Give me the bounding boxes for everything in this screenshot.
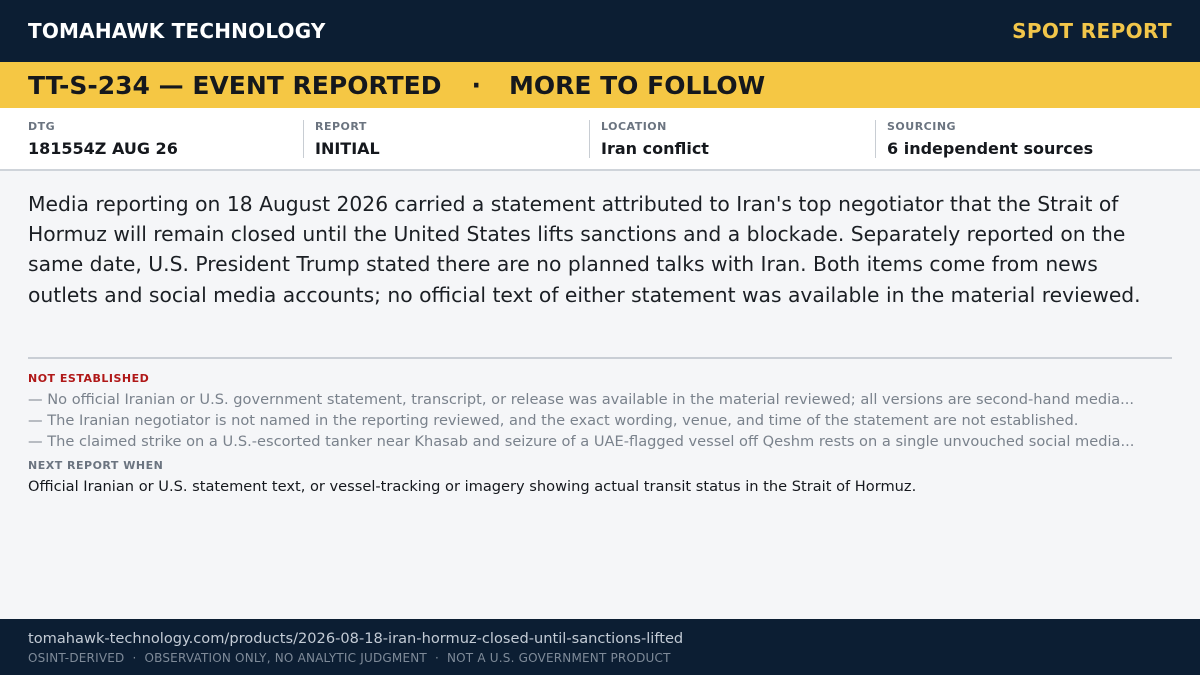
not-established-item: — No official Iranian or U.S. government statement, transcript, or release was available in the material reviewed; all versions are second-hand media... [28,391,1135,408]
meta-label: SOURCING [887,120,957,133]
not-established-heading: NOT ESTABLISHED [28,372,150,385]
not-established-item: — The Iranian negotiator is not named in the reporting reviewed, and the exact wording, venue, and time of the statement are not established. [28,412,1079,429]
brand-name: TOMAHAWK TECHNOLOGY [28,19,326,43]
headline-banner [0,62,1200,108]
top-header-bar [0,0,1200,62]
footer-bar [0,619,1200,675]
next-report-text: Official Iranian or U.S. statement text, or vessel-tracking or imagery showing actual transit status in the Strait of Hormuz. [28,478,917,495]
section-divider [28,357,1172,359]
meta-label: DTG [28,120,56,133]
disclaimer-separator: · [434,651,439,665]
headline-separator: · [471,70,481,100]
meta-value: 181554Z AUG 26 [28,139,178,158]
report-id-status: TT-S-234 — EVENT REPORTED [28,70,442,100]
meta-value: INITIAL [315,139,380,158]
not-established-item: — The claimed strike on a U.S.-escorted tanker near Khasab and seizure of a UAE-flagged vessel off Qeshm rests on a single unvouched social media... [28,433,1135,450]
disclaimer-observation: OBSERVATION ONLY, NO ANALYTIC JUDGMENT [144,651,427,665]
meta-label: LOCATION [601,120,667,133]
meta-dtg [28,120,303,158]
disclaimer-osint: OSINT-DERIVED [28,651,125,665]
next-report-heading: NEXT REPORT WHEN [28,459,164,472]
meta-sourcing [875,120,1161,158]
footer-url: tomahawk-technology.com/products/2026-08-18-iran-hormuz-closed-until-sanctions-lifted [28,630,684,647]
meta-location [589,120,875,158]
not-established-list [28,389,1172,452]
report-type-label: SPOT REPORT [1012,19,1172,43]
meta-value: 6 independent sources [887,139,1094,158]
metadata-row [0,108,1200,171]
disclaimer-separator: · [132,651,137,665]
disclaimer-not-government: NOT A U.S. GOVERNMENT PRODUCT [446,651,671,665]
follow-status: MORE TO FOLLOW [508,70,766,100]
meta-value: Iran conflict [601,139,709,158]
meta-report [303,120,589,158]
footer-disclaimer [28,651,1172,666]
meta-label: REPORT [315,120,367,133]
report-summary: Media reporting on 18 August 2026 carried a statement attributed to Iran's top negotiator that the Strait of Hormuz will remain closed until the United States lifts sanctions and a blockade. Separately reported on the same date, U.S. President Trump stated there are no planned talks with Iran. Both items come from news outlets and social media accounts; no official text of either statement was available in the material reviewed. [28,192,1141,307]
